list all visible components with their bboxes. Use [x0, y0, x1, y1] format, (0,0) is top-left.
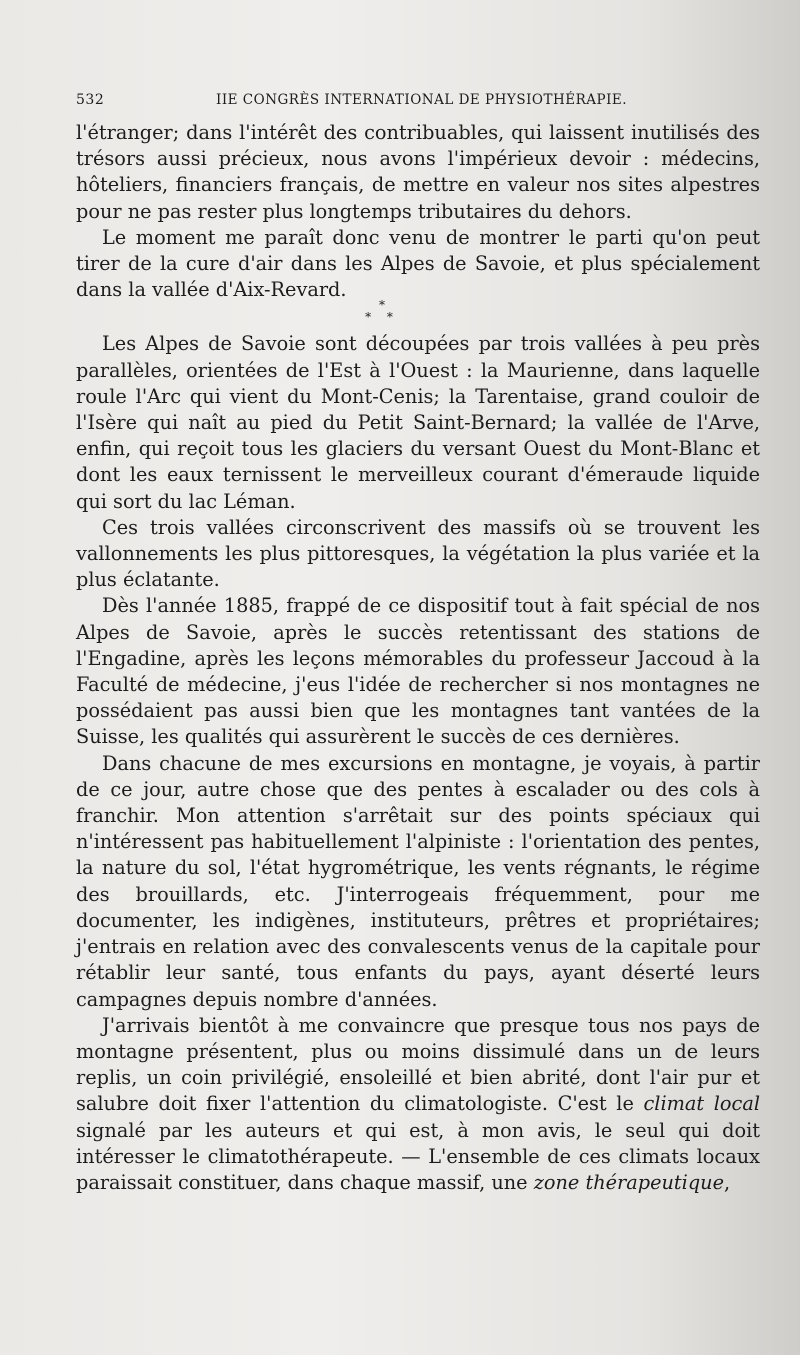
- italic-term: zone thérapeutique: [533, 1170, 725, 1194]
- text-run: ,: [724, 1170, 731, 1194]
- running-header: [76, 92, 756, 112]
- paragraph: Ces trois vallées circonscrivent des massifs où se trouvent les vallonnements les plus pittoresques, la végétation la plus variée et la plus éclatante.: [76, 515, 760, 592]
- paragraph: Le moment me paraît donc venu de montrer le parti qu'on peut tirer de la cure d'air dans les Alpes de Savoie, et plus spécialement dans la vallée d'Aix-Revard.: [76, 225, 760, 302]
- italic-term: climat local: [643, 1092, 760, 1116]
- paragraph: l'étranger; dans l'intérêt des contribuables, qui laissent inutilisés des trésors aussi précieux, nous avons l'impérieux devoir : médecins, hôteliers, financiers français, de mettre en valeur nos sites alpestres pour ne pas rester plus longtemps tributaires du dehors.: [76, 121, 760, 223]
- text-run: J'arrivais bientôt à me convaincre que presque tous nos pays de montagne présentent, plus ou moins dissimulé dans un de leurs replis, un coin privilégié, ensoleillé et bien abrité, dont l'air pur et salubre doit fixer l'attention du climatologiste. C'est le: [76, 1013, 760, 1116]
- paragraph: Dans chacune de mes excursions en montagne, je voyais, à partir de ce jour, autre chose que des pentes à escalader ou des cols à franchir. Mon attention s'arrêtait sur des points spéciaux qui n'intéressent pas habituellement l'alpiniste : l'orientation des pentes, la nature du sol, l'état hygrométrique, les vents régnants, le régime des brouillards, etc. J'interrogeais fréquemment, pour me documenter, les indigènes, instituteurs, prêtres et propriétaires; j'entrais en relation avec des convalescents venus de la capitale pour rétablir leur santé, tous enfants du pays, ayant déserté leurs campagnes depuis nombre d'années.: [76, 751, 760, 1011]
- running-title: IIE CONGRÈS INTERNATIONAL DE PHYSIOTHÉRAPIE.: [216, 92, 628, 108]
- paragraph: Les Alpes de Savoie sont découpées par trois vallées à peu près parallèles, orientées de l'Est à l'Ouest : la Maurienne, dans laquelle roule l'Arc qui vient du Mont-Cenis; la Tarentaise, grand couloir de l'Isère qui naît au pied du Petit Saint-Bernard; la vallée de l'Arve, enfin, qui reçoit tous les glaciers du versant Ouest du Mont-Blanc et dont les eaux ternissent le merveilleux courant d'émeraude liquide qui sort du lac Léman.: [76, 332, 760, 513]
- page-number: 532: [76, 92, 105, 108]
- text-run: signalé par les auteurs et qui est, à mon avis, le seul qui doit intéresser le climatothérapeute. — L'ensemble de ces climats locaux paraissait constituer, dans chaque massif, une: [76, 1118, 760, 1194]
- paragraph: Dès l'année 1885, frappé de ce dispositif tout à fait spécial de nos Alpes de Savoie, après le succès retentissant des stations de l'Engadine, après les leçons mémorables du professeur Jaccoud à la Faculté de médecine, j'eus l'idée de rechercher si nos montagnes ne possédaient pas aussi bien que les montagnes tant vantées de la Suisse, les qualités qui assurèrent le succès de ces dernières.: [76, 594, 760, 749]
- section-separator: [76, 298, 760, 327]
- asterism-top: *: [379, 298, 385, 313]
- asterism-icon: [362, 299, 402, 323]
- asterism-bottom: * *: [365, 310, 399, 325]
- paragraph-last: [76, 1013, 760, 1196]
- body-text: [76, 120, 760, 1196]
